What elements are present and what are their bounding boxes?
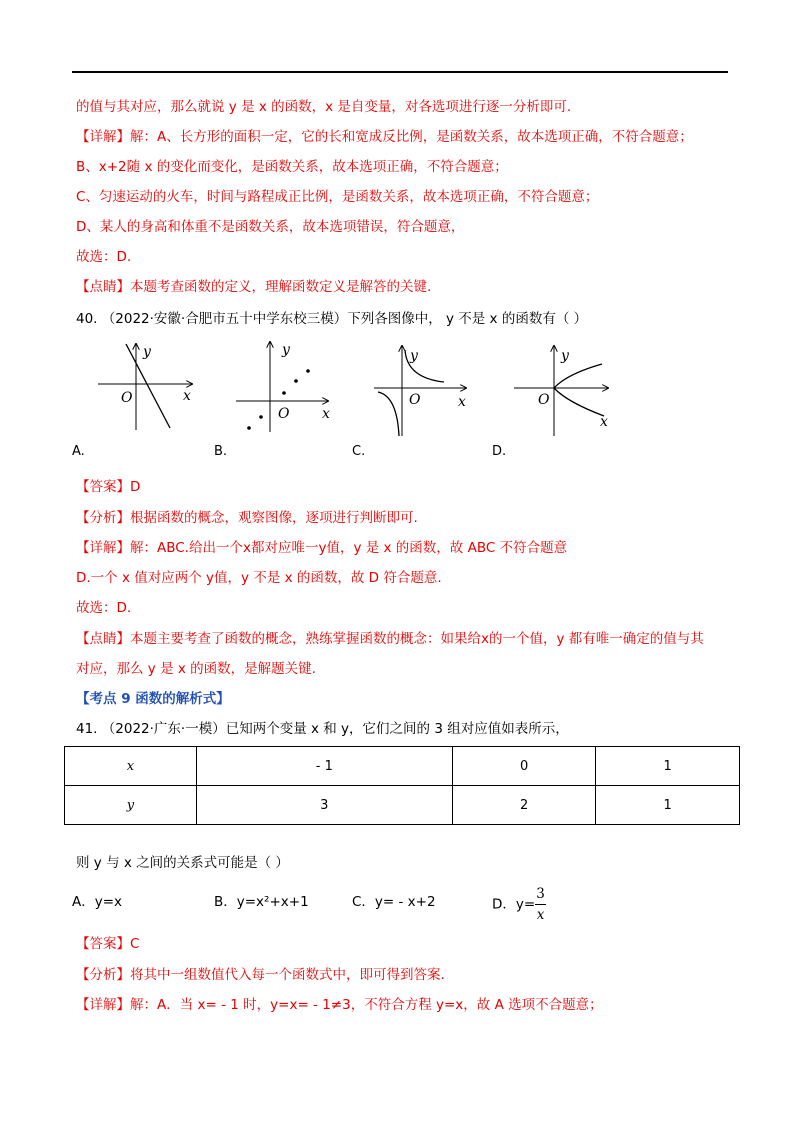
- graph-d: [512, 340, 618, 436]
- point: [282, 391, 286, 395]
- q40-point-1: [76, 629, 704, 649]
- axis-y-label: y: [561, 348, 569, 364]
- point: [247, 426, 251, 430]
- prev-line-1: 的值与其对应，那么就说 y 是 x 的函数，x 是自变量，对各选项进行逐一分析即可.: [76, 99, 572, 115]
- origin-label: O: [538, 392, 550, 408]
- point-tag: 【点睛】: [76, 631, 130, 647]
- q41-option-a: A．y=x: [72, 894, 123, 910]
- detail-text: 解：A、长方形的面积一定，它的长和宽成反比例，是函数关系，故本选项正确，不符合题意；: [130, 129, 693, 145]
- table-row: [65, 786, 740, 825]
- point: [259, 415, 263, 419]
- fraction-denominator: x: [536, 907, 545, 923]
- values-table: [64, 746, 740, 825]
- answer-value: D: [130, 479, 141, 495]
- table-cell: 0: [452, 747, 596, 786]
- origin-label: O: [278, 406, 290, 422]
- q41-detail: [76, 995, 603, 1015]
- option-d-prefix: D．y=: [492, 896, 536, 913]
- table-cell: 3: [196, 786, 452, 825]
- axis-x-label: x: [458, 394, 466, 410]
- q41-question: 则 y 与 x 之间的关系式可能是（ ）: [76, 855, 289, 871]
- prev-line-d: D、某人的身高和体重不是函数关系，故本选项错误，符合题意，: [76, 219, 465, 235]
- hyperbola-branch-2: [378, 392, 399, 436]
- axis-y-label: y: [143, 344, 151, 360]
- q41-option-d: [492, 884, 546, 925]
- option-a-label: A.: [72, 444, 85, 459]
- table-cell: 1: [596, 747, 740, 786]
- analysis-tag: 【分析】: [76, 510, 130, 526]
- parabola-lower: [554, 388, 604, 416]
- graph-b: [234, 338, 340, 434]
- q41-answer: [76, 934, 139, 954]
- axis-x-label: x: [322, 406, 330, 422]
- answer-value: C: [130, 936, 140, 952]
- graph-a: [96, 338, 202, 434]
- q41-option-c: C．y= - x+2: [352, 894, 436, 910]
- q41-stem: 41. （2022·广东·一模）已知两个变量 x 和 y，它们之间的 3 组对应值如表所示，: [76, 721, 569, 737]
- table-cell: - 1: [196, 747, 452, 786]
- graph-c: [372, 340, 478, 436]
- table-cell: 2: [452, 786, 596, 825]
- analysis-text: 根据函数的概念，观察图像，逐项进行判断即可.: [130, 510, 418, 526]
- answer-tag: 【答案】: [76, 479, 130, 495]
- prev-line-b: B、x+2随 x 的变化而变化，是函数关系，故本选项正确，不符合题意；: [76, 159, 508, 175]
- point-tag: 【点睛】: [76, 279, 130, 295]
- origin-label: O: [121, 390, 133, 406]
- q41-option-b: B．y=x²+x+1: [214, 894, 309, 910]
- axis-y-label: y: [282, 342, 290, 358]
- detail-text: 解：A．当 x= - 1 时，y=x= - 1≠3，不符合方程 y=x，故 A 选项不合题意；: [130, 997, 603, 1013]
- prev-choose: 故选：D.: [76, 249, 132, 265]
- point: [306, 369, 310, 373]
- q40-stem: 40. （2022·安徽·合肥市五十中学东校三模）下列各图像中， y 不是 x 的函数有（ ）: [76, 311, 588, 327]
- analysis-tag: 【分析】: [76, 967, 130, 983]
- q40-point-2: 对应，那么 y 是 x 的函数，是解题关键.: [76, 661, 316, 677]
- point: [294, 379, 298, 383]
- prev-line-c: C、匀速运动的火车，时间与路程成正比例，是函数关系，故本选项正确，不符合题意；: [76, 189, 599, 205]
- detail-tag: 【详解】: [76, 997, 130, 1013]
- q41-analysis: [76, 965, 445, 985]
- q40-choose: 故选：D.: [76, 600, 132, 616]
- table-cell: y: [65, 786, 197, 825]
- fraction-numerator: 3: [535, 884, 546, 905]
- header-rule: [72, 71, 728, 73]
- parabola-upper: [554, 364, 602, 388]
- detail-text: 解：ABC.给出一个x都对应唯一y值，y 是 x 的函数，故 ABC 不符合题意: [130, 540, 568, 556]
- table-cell: x: [65, 747, 197, 786]
- table-cell: 1: [596, 786, 740, 825]
- q40-detail-1: [76, 538, 567, 558]
- option-d-label: D.: [492, 444, 507, 459]
- answer-tag: 【答案】: [76, 936, 130, 952]
- q40-answer: [76, 477, 140, 497]
- q40-detail-2: D.一个 x 值对应两个 y值，y 不是 x 的函数，故 D 符合题意.: [76, 570, 442, 586]
- q40-analysis: [76, 508, 418, 528]
- origin-label: O: [409, 392, 421, 408]
- table-row: [65, 747, 740, 786]
- detail-tag: 【详解】: [76, 540, 130, 556]
- axis-x-label: x: [600, 414, 608, 430]
- point-text: 本题主要考查了函数的概念，熟练掌握函数的概念：如果给x的一个值，y 都有唯一确定的值与其: [130, 631, 704, 647]
- prev-detail: [76, 127, 693, 147]
- axis-x-label: x: [183, 388, 191, 404]
- fraction: [535, 884, 546, 925]
- option-c-label: C.: [352, 444, 366, 459]
- point-text: 本题考查函数的定义，理解函数定义是解答的关键.: [130, 279, 432, 295]
- option-b-label: B.: [214, 444, 228, 459]
- detail-tag: 【详解】: [76, 129, 130, 145]
- axis-y-label: y: [410, 348, 418, 364]
- analysis-text: 将其中一组数值代入每一个函数式中，即可得到答案.: [130, 967, 445, 983]
- section-title: 【考点 9 函数的解析式】: [76, 691, 230, 707]
- prev-point: [76, 277, 431, 297]
